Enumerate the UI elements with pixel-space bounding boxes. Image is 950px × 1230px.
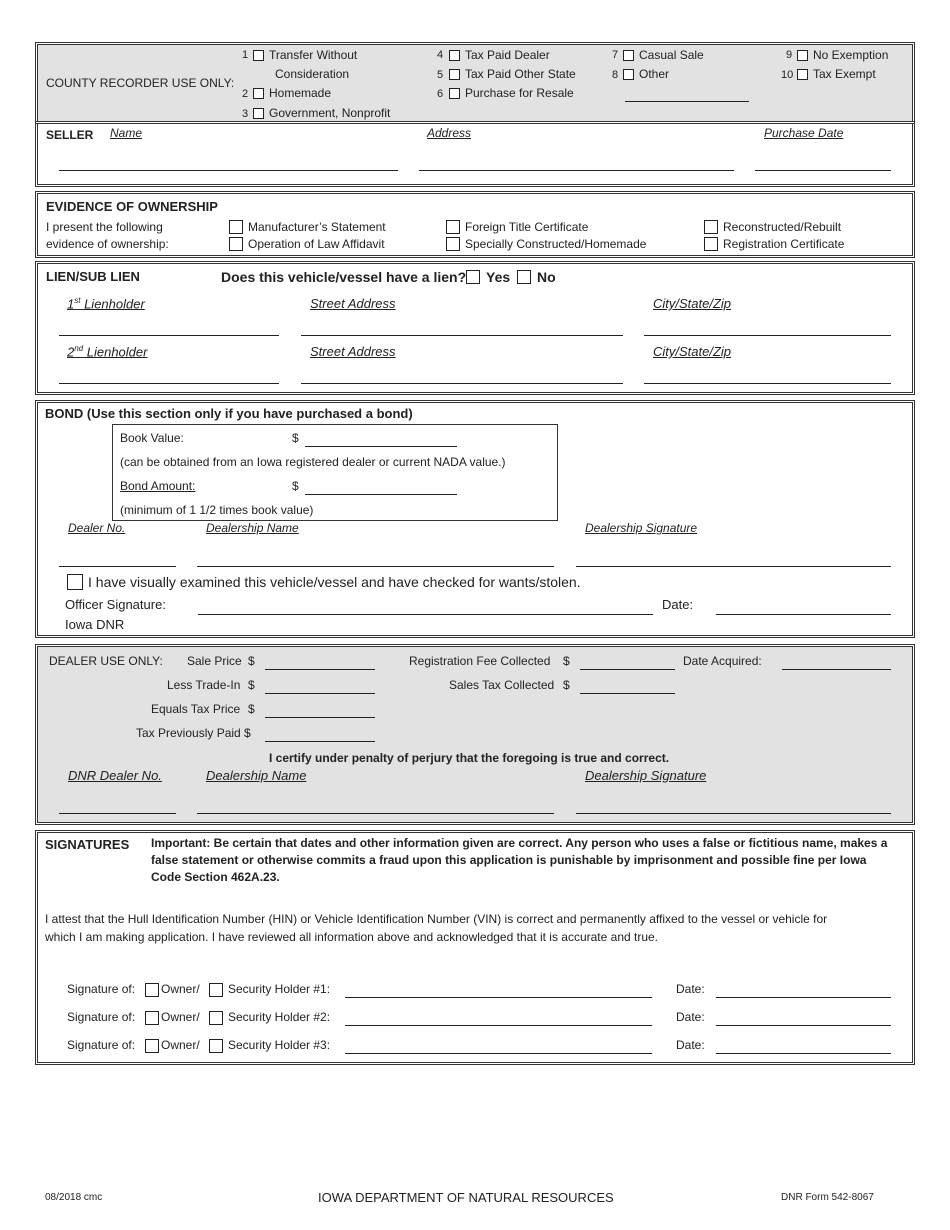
checkbox-purchase-for-resale[interactable] (449, 88, 460, 99)
first-lienholder-city-field[interactable] (644, 335, 891, 336)
checkbox-operation-of-law-affidavit[interactable] (229, 237, 243, 251)
checkbox-no-exemption[interactable] (797, 50, 808, 61)
checkbox-tax-exempt[interactable] (797, 69, 808, 80)
lien-question: Does this vehicle/vessel have a lien? (221, 269, 467, 285)
footer-revision: 08/2018 cmc (45, 1192, 103, 1203)
second-lienholder-city-field[interactable] (644, 383, 891, 384)
dealer-dealership-signature-field[interactable] (576, 813, 891, 814)
checkbox-other[interactable] (623, 69, 634, 80)
second-lienholder-field[interactable] (59, 383, 279, 384)
seller-address-field[interactable] (419, 170, 734, 171)
signatures-title: SIGNATURES (45, 837, 130, 852)
checkbox-manufacturers-statement[interactable] (229, 220, 243, 234)
purchase-date-label: Purchase Date (764, 126, 844, 140)
checkbox-owner-1[interactable] (145, 983, 159, 997)
signature-1-date-field[interactable] (716, 997, 891, 998)
officer-signature-field[interactable] (198, 614, 653, 615)
dealer-use-label: DEALER USE ONLY: (49, 654, 163, 668)
less-trade-in-field[interactable] (265, 693, 375, 694)
seller-name-label: Name (110, 126, 143, 140)
bond-title: BOND (Use this section only if you have purchased a bond) (45, 406, 413, 421)
signature-3-field[interactable] (345, 1053, 652, 1054)
checkbox-casual-sale[interactable] (623, 50, 634, 61)
first-lienholder-label: 1st Lienholder (67, 296, 145, 312)
signature-1-field[interactable] (345, 997, 652, 998)
officer-date-field[interactable] (716, 614, 891, 615)
evidence-title: EVIDENCE OF OWNERSHIP (46, 199, 218, 214)
seller-title: SELLER (46, 128, 94, 142)
checkbox-government-nonprofit[interactable] (253, 108, 264, 119)
other-specify-line[interactable] (625, 101, 749, 102)
footer-form-number: DNR Form 542-8067 (781, 1192, 874, 1203)
dealer-dealership-name-field[interactable] (197, 813, 554, 814)
dnr-dealer-no-field[interactable] (59, 813, 176, 814)
checkbox-tax-paid-dealer[interactable] (449, 50, 460, 61)
checkbox-registration-certificate[interactable] (704, 237, 718, 251)
purchase-date-field[interactable] (755, 170, 891, 171)
first-lienholder-street-field[interactable] (301, 335, 623, 336)
checkbox-security-holder-2[interactable] (209, 1011, 223, 1025)
book-value-field[interactable] (305, 446, 457, 447)
checkbox-reconstructed-rebuilt[interactable] (704, 220, 718, 234)
checkbox-security-holder-1[interactable] (209, 983, 223, 997)
checkbox-foreign-title-certificate[interactable] (446, 220, 460, 234)
second-lienholder-street-field[interactable] (301, 383, 623, 384)
bond-dealer-no-field[interactable] (59, 566, 176, 567)
lien-title: LIEN/SUB LIEN (46, 269, 140, 284)
checkbox-lien-no[interactable] (517, 270, 531, 284)
sales-tax-collected-field[interactable] (580, 693, 675, 694)
certify-statement: I certify under penalty of perjury that the foregoing is true and correct. (269, 751, 670, 765)
checkbox-transfer-without-consideration[interactable] (253, 50, 264, 61)
signature-2-field[interactable] (345, 1025, 652, 1026)
checkbox-owner-2[interactable] (145, 1011, 159, 1025)
sale-price-field[interactable] (265, 669, 375, 670)
county-recorder-label: COUNTY RECORDER USE ONLY: (46, 76, 235, 90)
seller-address-label: Address (427, 126, 472, 140)
checkbox-security-holder-3[interactable] (209, 1039, 223, 1053)
checkbox-homemade[interactable] (253, 88, 264, 99)
bond-dealership-signature-field[interactable] (576, 566, 891, 567)
tax-previously-paid-field[interactable] (265, 741, 375, 742)
date-acquired-field[interactable] (782, 669, 891, 670)
bond-dealership-name-field[interactable] (197, 566, 554, 567)
checkbox-lien-yes[interactable] (466, 270, 480, 284)
checkbox-wants-stolen-examined[interactable] (67, 574, 83, 590)
registration-fee-field[interactable] (580, 669, 675, 670)
equals-tax-price-field[interactable] (265, 717, 375, 718)
checkbox-tax-paid-other-state[interactable] (449, 69, 460, 80)
signature-2-date-field[interactable] (716, 1025, 891, 1026)
bond-amount-field[interactable] (305, 494, 457, 495)
checkbox-owner-3[interactable] (145, 1039, 159, 1053)
checkbox-specially-constructed[interactable] (446, 237, 460, 251)
signature-3-date-field[interactable] (716, 1053, 891, 1054)
second-lienholder-label: 2nd Lienholder (67, 344, 148, 360)
seller-name-field[interactable] (59, 170, 398, 171)
footer-department: IOWA DEPARTMENT OF NATURAL RESOURCES (318, 1190, 614, 1205)
first-lienholder-field[interactable] (59, 335, 279, 336)
